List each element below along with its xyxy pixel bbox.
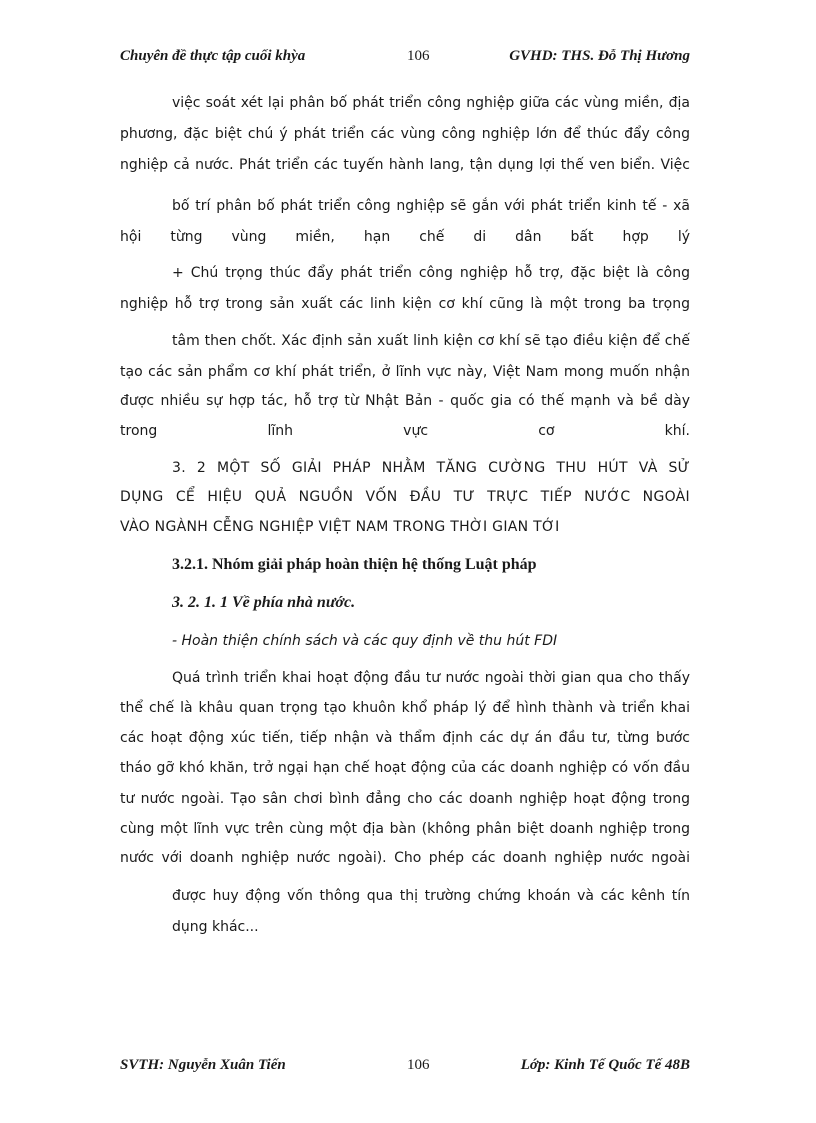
body-line: dụng khác... [172, 919, 259, 935]
body-line: phương, đặc biệt chú ý phát triển các vùng công nghiệp lớn để thúc đẩy công [120, 126, 690, 142]
page-header [120, 48, 690, 72]
body-line: các hoạt động xúc tiến, tiếp nhận và thẩm định các dự án đầu tư, từng bước [120, 730, 690, 746]
body-line: Quá trình triển khai hoạt động đầu tư nước ngoài thời gian qua cho thấy [172, 670, 690, 686]
subsection-heading: 3.2.1. Nhóm giải pháp hoàn thiện hệ thống Luật pháp [172, 556, 537, 573]
body-line: trong lĩnh vực cơ khí. [120, 423, 690, 439]
body-line: thể chế là khâu quan trọng tạo khuôn khổ pháp lý để hình thành và triển khai [120, 700, 690, 716]
subsubsection-heading: 3. 2. 1. 1 Về phía nhà nước. [172, 594, 356, 611]
header-thesis-title: Chuyên đề thực tập cuối khỳa [120, 48, 306, 64]
footer-page-number: 106 [407, 1057, 430, 1073]
body-line: tâm then chốt. Xác định sản xuất linh kiện cơ khí sẽ tạo điều kiện để chế [172, 333, 690, 349]
section-heading-line: VÀO NGÀNH CỄNG NGHIỆP VIỆT NAM TRONG THỜI GIAN TỚI [120, 519, 560, 535]
body-line: cùng một lĩnh vực trên cùng một địa bàn (không phân biệt doanh nghiệp trong [120, 821, 690, 837]
body-line: + Chú trọng thúc đẩy phát triển công nghiệp hỗ trợ, đặc biệt là công [172, 265, 690, 281]
header-supervisor: GVHD: THS. Đỗ Thị Hương [509, 48, 690, 64]
body-line: được nhiều sự hợp tác, hỗ trợ từ Nhật Bản - quốc gia có thế mạnh và bề dày [120, 393, 690, 409]
body-line: tháo gỡ khó khăn, trở ngại hạn chế hoạt động của các doanh nghiệp có vốn đầu [120, 760, 690, 776]
section-heading-line: DỤNG CỂ HIỆU QUẢ NGUỒN VỐN ĐẦU TƯ TRỰC TIẾP NƯỚC NGOÀI [120, 489, 690, 505]
body-line: bố trí phân bố phát triển công nghiệp sẽ gắn với phát triển kinh tế - xã [172, 198, 690, 214]
item-heading: - Hoàn thiện chính sách và các quy định về thu hút FDI [172, 633, 558, 649]
body-line: tư nước ngoài. Tạo sân chơi bình đẳng cho các doanh nghiệp hoạt động trong [120, 791, 690, 807]
body-line: hội từng vùng miền, hạn chế di dân bất hợp lý [120, 229, 690, 245]
body-line: việc soát xét lại phân bố phát triển công nghiệp giữa các vùng miền, địa [172, 95, 690, 111]
section-heading-line: 3. 2 MỘT SỐ GIẢI PHÁP NHẰM TĂNG CƯỜNG THU HÚT VÀ SỬ [172, 460, 690, 476]
header-page-number: 106 [407, 48, 430, 64]
body-line: nước với doanh nghiệp nước ngoài). Cho phép các doanh nghiệp nước ngoài [120, 850, 690, 866]
footer-student-name: SVTH: Nguyễn Xuân Tiến [120, 1057, 286, 1073]
body-line: tạo các sản phẩm cơ khí phát triển, ở lĩnh vực này, Việt Nam mong muốn nhận [120, 364, 690, 380]
body-line: được huy động vốn thông qua thị trường chứng khoán và các kênh tín [172, 888, 690, 904]
page-footer [120, 1057, 690, 1081]
body-line: nghiệp cả nước. Phát triển các tuyến hành lang, tận dụng lợi thế ven biển. Việc [120, 157, 690, 173]
body-line: nghiệp hỗ trợ trong sản xuất các linh kiện cơ khí cũng là một trong ba trọng [120, 296, 690, 312]
footer-class: Lớp: Kinh Tế Quốc Tế 48B [520, 1057, 690, 1073]
